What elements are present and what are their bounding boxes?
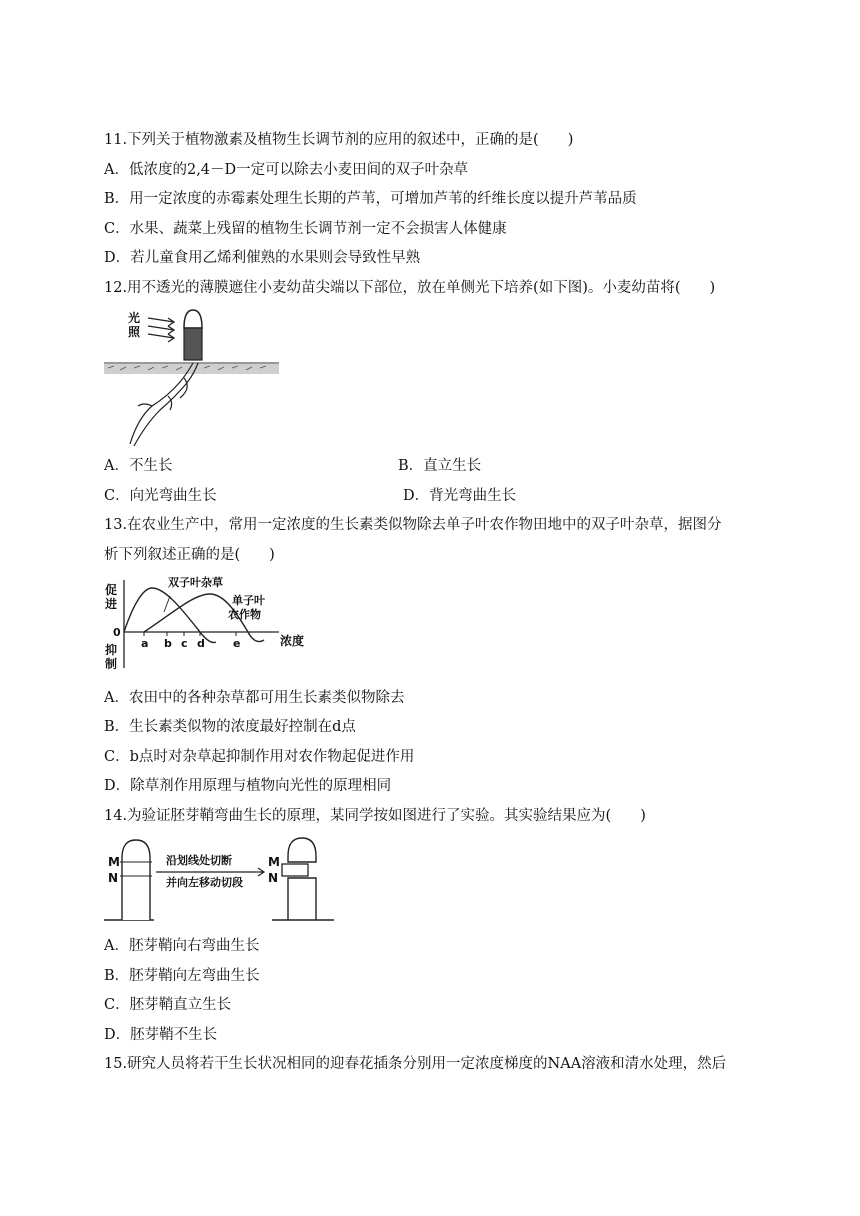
question-12-option-c: C．向光弯曲生长 bbox=[104, 488, 217, 504]
seedling-tip bbox=[184, 310, 202, 328]
arrow-text-2: 并向左移动切段 bbox=[166, 876, 243, 889]
question-14-option-c: C．胚芽鞘直立生长 bbox=[104, 997, 232, 1013]
question-11-stem: 11.下列关于植物激素及植物生长调节剂的应用的叙述中，正确的是( ) bbox=[104, 132, 574, 148]
light-label-2: 照 bbox=[128, 325, 141, 339]
tick-d: d bbox=[197, 637, 205, 650]
question-12-option-a: A．不生长 bbox=[104, 458, 173, 474]
question-12-stem: 12.用不透光的薄膜遮住小麦幼苗尖端以下部位，放在单侧光下培养(如下图)。小麦幼苗将( ) bbox=[104, 280, 716, 296]
label-n-right: N bbox=[268, 871, 279, 885]
seedling-figure bbox=[104, 306, 284, 448]
question-11-option-b: B．用一定浓度的赤霉素处理生长期的芦苇，可增加芦苇的纤维长度以提升芦苇品质 bbox=[104, 191, 637, 207]
question-14-option-a: A．胚芽鞘向右弯曲生长 bbox=[104, 938, 260, 954]
question-13-stem-line-1: 13.在农业生产中，常用一定浓度的生长素类似物除去单子叶农作物田地中的双子叶杂草，据图分 bbox=[104, 517, 722, 533]
inhibit-label-2: 制 bbox=[105, 657, 118, 671]
promote-label-2: 进 bbox=[105, 597, 118, 611]
question-14-option-d: D．胚芽鞘不生长 bbox=[104, 1027, 218, 1043]
label-n-left: N bbox=[108, 871, 119, 885]
question-13-stem-line-2: 析下列叙述正确的是( ) bbox=[104, 547, 275, 563]
label-m-right: M bbox=[268, 855, 280, 869]
question-13-option-a: A．农田中的各种杂草都可用生长素类似物除去 bbox=[104, 690, 405, 706]
question-11-option-a: A．低浓度的2,4－D一定可以除去小麦田间的双子叶杂草 bbox=[104, 162, 469, 178]
shifted-segment bbox=[282, 864, 308, 876]
inhibit-label-1: 抑 bbox=[105, 643, 118, 657]
monocot-crop-label-1: 单子叶 bbox=[232, 594, 265, 607]
question-14-stem: 14.为验证胚芽鞘弯曲生长的原理，某同学按如图进行了实验。其实验结果应为( ) bbox=[104, 808, 646, 824]
question-13-option-d: D．除草剂作用原理与植物向光性的原理相同 bbox=[104, 778, 392, 794]
opaque-film bbox=[184, 328, 202, 360]
coleoptile-tip-right bbox=[288, 838, 316, 862]
zero-label: 0 bbox=[113, 626, 121, 639]
tick-e: e bbox=[233, 637, 241, 650]
question-13-option-c: C．b点时对杂草起抑制作用对农作物起促进作用 bbox=[104, 749, 415, 765]
x-axis-label: 浓度 bbox=[280, 634, 304, 648]
question-11-option-c: C．水果、蔬菜上残留的植物生长调节剂一定不会损害人体健康 bbox=[104, 221, 507, 237]
coleoptile-experiment-figure bbox=[104, 836, 340, 926]
curve1-pointer bbox=[164, 596, 170, 612]
concentration-graph bbox=[104, 572, 304, 672]
question-12-option-d: D．背光弯曲生长 bbox=[403, 488, 517, 504]
arrow-text-1: 沿划线处切断 bbox=[166, 854, 232, 867]
tick-c: c bbox=[181, 637, 188, 650]
light-label-1: 光 bbox=[128, 311, 141, 325]
light-arrows bbox=[148, 318, 174, 342]
question-15-stem: 15.研究人员将若干生长状况相同的迎春花插条分别用一定浓度梯度的NAA溶液和清水处理，然后 bbox=[104, 1056, 727, 1072]
promote-label-1: 促 bbox=[105, 583, 118, 597]
coleoptile-base-right bbox=[288, 878, 316, 920]
tick-a: a bbox=[141, 637, 149, 650]
tick-b: b bbox=[164, 637, 172, 650]
coleoptile-left bbox=[122, 840, 150, 920]
question-13-option-b: B．生长素类似物的浓度最好控制在d点 bbox=[104, 719, 356, 735]
label-m-left: M bbox=[108, 855, 120, 869]
monocot-crop-label-2: 农作物 bbox=[228, 608, 261, 621]
seedling-roots bbox=[130, 363, 198, 446]
question-14-option-b: B．胚芽鞘向左弯曲生长 bbox=[104, 968, 260, 984]
question-12-option-b: B．直立生长 bbox=[398, 458, 482, 474]
question-11-option-d: D．若儿童食用乙烯利催熟的水果则会导致性早熟 bbox=[104, 250, 421, 266]
dicot-weed-label: 双子叶杂草 bbox=[168, 576, 223, 589]
